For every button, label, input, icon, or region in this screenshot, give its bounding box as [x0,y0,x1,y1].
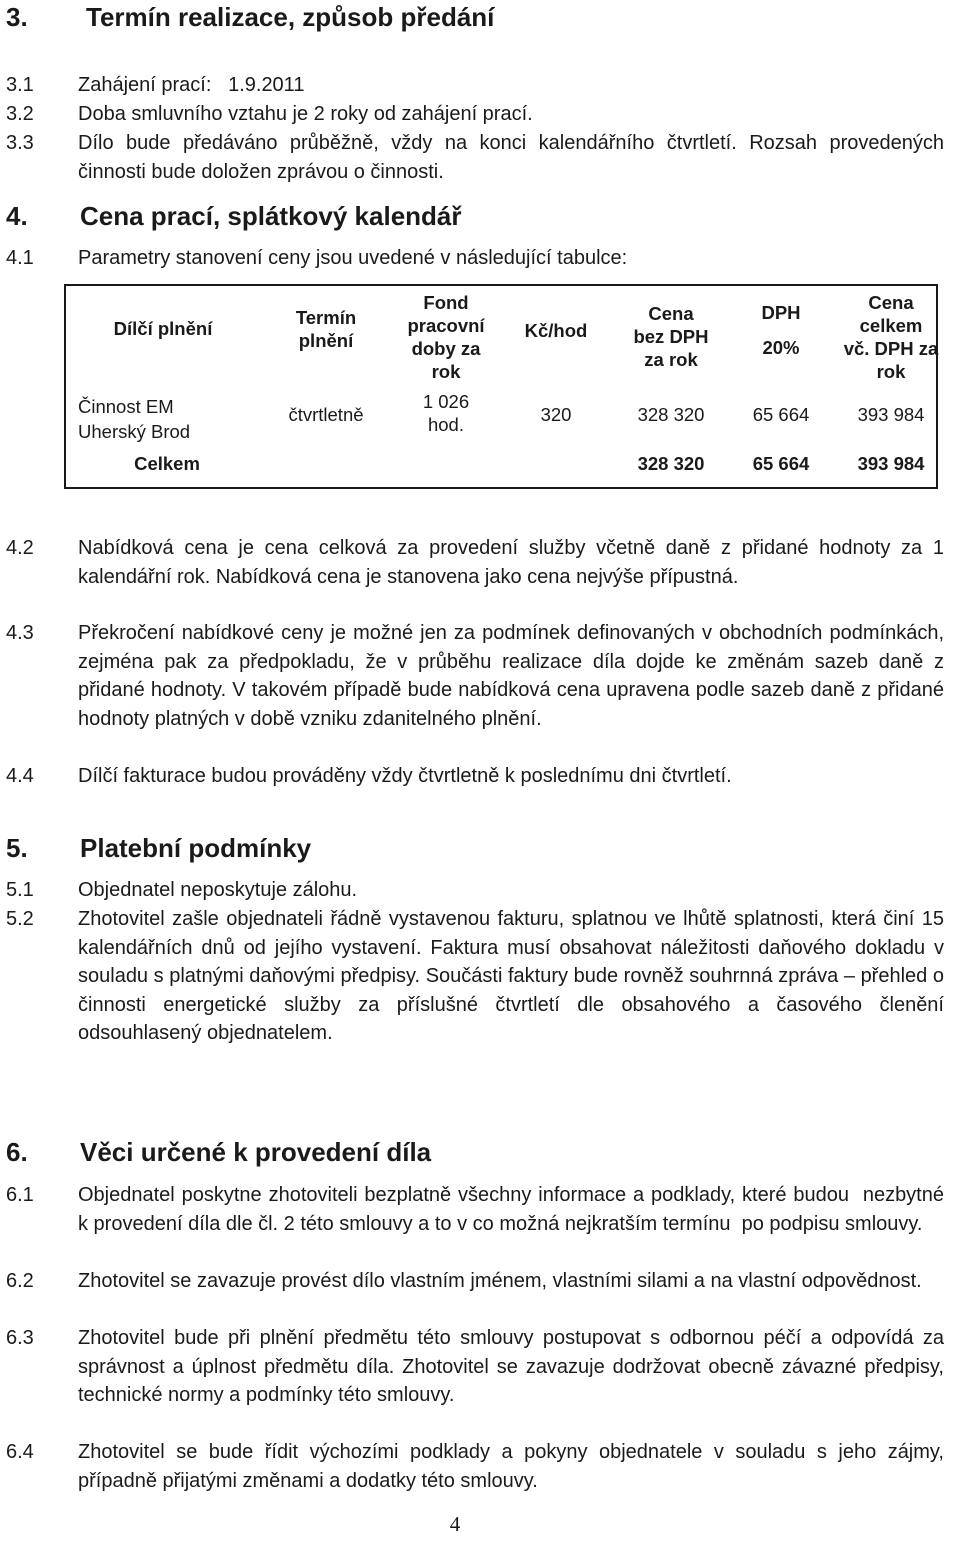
header-fond: Fond pracovní doby za rok [407,292,485,382]
clause-text: Zhotovitel zašle objednateli řádně vystavenou fakturu, splatnou ve lhůtě splatnosti, která činí 15 kalendářních dnů od jejího vystavení. Faktura musí obsahovat náležitosti daňového dokladu v souladu s platnými daňovými předpisy. Součásti faktury bude rovněž souhrnná zpráva – přehled o činnosti energetické služby za příslušné čtvrtletí dle obsahového a časového členění odsouhlasený objednatelem. [78,908,944,1045]
clause-number: 6.2 [6,1270,34,1292]
section-title: Termín realizace, způsob předání [86,2,495,32]
row-termin: čtvrtletně [288,404,364,425]
section-title: Platební podmínky [80,833,312,863]
header-cena-bez-dph: Cena bez DPH za rok [633,303,709,370]
clause-6-3 [6,1324,944,1410]
header-dph: DPH 20% [761,302,801,358]
total-celkem: 393 984 [857,453,925,474]
row-celkem: 393 984 [857,404,925,425]
clause-text: Parametry stanovení ceny jsou uvedené v následující tabulce: [78,247,628,269]
price-table [64,284,938,489]
clause-text: Nabídková cena je cena celková za provedení služby včetně daně z přidané hodnoty za 1 kalendářní rok. Nabídková cena je stanovena jako cena nejvýše přípustná. [78,537,944,588]
clause-number: 3.3 [6,132,34,154]
clause-4-4 [6,762,944,791]
clause-text: Zhotovitel bude při plnění předmětu této smlouvy postupovat s odbornou péčí a odpovídá za správnost a úplnost předmětu díla. Zhotovitel se zavazuje dodržovat obecně závazné předpisy, technické normy a podmínky této smlouvy. [78,1327,944,1407]
section-title: Cena prací, splátkový kalendář [80,201,462,231]
clause-3-1 [6,71,944,100]
clause-text: Zhotovitel se zavazuje provést dílo vlastním jménem, vlastními silami a na vlastní odpovědnost. [78,1270,922,1292]
clause-text: Objednatel poskytne zhotoviteli bezplatně všechny informace a podklady, které budou nezbytné k provedení díla dle čl. 2 této smlouvy a to v co možná nejkratším termínu po podpisu smlouvy. [78,1184,950,1235]
header-kc-hod: Kč/hod [524,320,588,341]
clause-6-4 [6,1438,944,1495]
clause-number: 3.1 [6,74,34,96]
clause-number: 5.1 [6,879,34,901]
row-dph: 65 664 [752,404,810,425]
section-number: 3. [6,2,28,32]
section-title: Věci určené k provedení díla [80,1137,432,1167]
clause-4-2 [6,534,944,591]
clause-text: Dílo bude předáváno průběžně, vždy na konci kalendářního čtvrtletí. Rozsah provedených činnosti bude doložen zprávou o činnosti. [78,132,944,183]
row-fond: 1 026 hod. [422,391,470,435]
clause-text: Doba smluvního vztahu je 2 roky od zahájení prací. [78,103,533,125]
clause-text: Překročení nabídkové ceny je možné jen za podmínek definovaných v obchodních podmínkách, zejména pak za předpokladu, že v průběhu realizace díla dojde ke změnám sazeb daně z přidané hodnoty. V takovém případě bude nabídková cena upravena podle sazeb daně z přidané hodnoty platných v době vzniku zdanitelného plnění. [78,622,944,730]
clause-number: 6.1 [6,1184,34,1206]
clause-4-3 [6,619,944,733]
clause-text: Objednatel neposkytuje zálohu. [78,879,358,901]
clause-number: 4.4 [6,765,34,787]
clause-3-2 [6,100,944,129]
clause-number: 6.3 [6,1327,34,1349]
clause-number: 5.2 [6,908,34,930]
clause-6-1 [6,1181,950,1238]
clause-text: Dílčí fakturace budou prováděny vždy čtvrtletně k poslednímu dni čtvrtletí. [78,765,732,787]
clause-3-3 [6,129,944,186]
clause-number: 4.3 [6,622,34,644]
total-label: Celkem [134,453,200,474]
total-cena: 328 320 [637,453,705,474]
row-name: Činnost EM Uherský Brod [78,396,191,442]
total-dph: 65 664 [752,453,810,474]
clause-number: 4.2 [6,537,34,559]
section-number: 4. [6,201,28,231]
clause-number: 4.1 [6,247,34,269]
header-termin: Termín plnění [295,307,357,351]
clause-4-1 [6,244,944,273]
page-number: 4 [449,1512,461,1536]
section-number: 5. [6,833,28,863]
clause-5-1 [6,876,944,905]
header-dilci-plneni: Dílčí plnění [113,318,213,339]
header-cena-celkem: Cena celkem vč. DPH za rok [843,292,939,382]
clause-text: Zahájení prací: 1.9.2011 [78,74,305,96]
clause-text: Zhotovitel se bude řídit výchozími podklady a pokyny objednatele v souladu s jeho zájmy, případně přijatými změnami a dodatky této smlouvy. [78,1441,944,1492]
clause-6-2 [6,1267,944,1296]
row-kc-hod: 320 [540,404,572,425]
section-number: 6. [6,1137,28,1167]
clause-number: 6.4 [6,1441,34,1463]
clause-5-2 [6,905,944,1048]
row-cena: 328 320 [637,404,705,425]
clause-number: 3.2 [6,103,34,125]
